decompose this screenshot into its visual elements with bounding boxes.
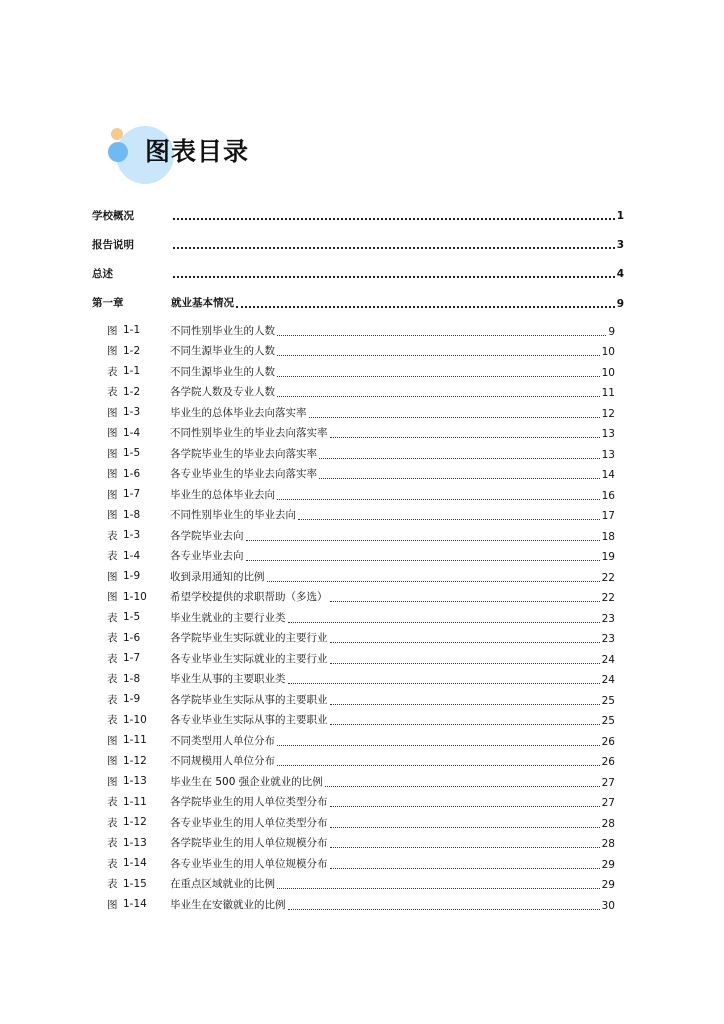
entry-number: 1-14 — [123, 898, 147, 911]
toc-main-body — [171, 239, 624, 251]
toc-main-label: 学校概况 — [92, 210, 134, 222]
dot-leader — [173, 246, 615, 249]
entry-kind: 表 — [107, 714, 118, 727]
dot-leader — [325, 785, 600, 787]
figure-table-entry-list — [92, 320, 624, 915]
dot-leader — [330, 867, 600, 869]
entry-title: 毕业生就业的主要行业类 — [170, 611, 286, 624]
entry-body — [170, 548, 615, 563]
entry-title: 不同规模用人单位分布 — [170, 755, 275, 768]
entry-kind: 表 — [107, 550, 118, 563]
entry-body — [170, 897, 615, 912]
entry-title: 各专业毕业生的用人单位类型分布 — [170, 816, 328, 829]
toc-list-entry[interactable] — [92, 484, 624, 505]
entry-title: 各学院人数及专业人数 — [170, 386, 275, 399]
entry-title: 在重点区域就业的比例 — [170, 878, 275, 891]
toc-list-entry[interactable] — [92, 628, 624, 649]
entry-number: 1-7 — [123, 488, 141, 501]
dot-leader — [330, 846, 600, 848]
entry-page-number: 28 — [601, 838, 615, 851]
toc-list-entry[interactable] — [92, 710, 624, 731]
entry-body — [170, 425, 615, 440]
entry-number: 1-5 — [123, 447, 141, 460]
entry-page-number: 29 — [601, 858, 615, 871]
toc-list-entry[interactable] — [92, 689, 624, 710]
toc-main-body — [171, 210, 624, 222]
toc-page-number: 3 — [616, 238, 624, 251]
toc-list-entry[interactable] — [92, 874, 624, 895]
entry-kind: 表 — [107, 611, 118, 624]
entry-number: 1-11 — [123, 795, 147, 808]
entry-title: 各专业毕业去向 — [170, 550, 244, 563]
main-entry-list — [92, 201, 624, 317]
entry-title: 毕业生的总体毕业去向 — [170, 488, 275, 501]
entry-body — [170, 774, 615, 789]
entry-page-number: 13 — [601, 448, 615, 461]
toc-list-entry[interactable] — [92, 361, 624, 382]
entry-number: 1-10 — [123, 590, 147, 603]
entry-page-number: 26 — [601, 756, 615, 769]
entry-number: 1-1 — [123, 365, 141, 378]
entry-title: 各学院毕业生的用人单位类型分布 — [170, 796, 328, 809]
entry-number: 1-10 — [123, 713, 147, 726]
entry-page-number: 27 — [601, 797, 615, 810]
entry-kind: 表 — [107, 632, 118, 645]
entry-kind: 图 — [107, 734, 118, 747]
entry-kind: 表 — [107, 878, 118, 891]
entry-body — [170, 876, 615, 891]
entry-number: 1-7 — [123, 652, 141, 665]
toc-main-entry[interactable] — [92, 201, 624, 230]
entry-body — [170, 364, 615, 379]
dot-leader — [173, 217, 615, 220]
toc-main-label: 总述 — [92, 268, 113, 280]
entry-number: 1-2 — [123, 344, 141, 357]
entry-body — [170, 753, 615, 768]
entry-title: 各学院毕业去向 — [170, 529, 244, 542]
dot-leader — [277, 395, 600, 397]
dot-leader — [236, 305, 615, 308]
toc-list-entry[interactable] — [92, 382, 624, 403]
dot-leader — [319, 477, 600, 479]
entry-page-number: 10 — [601, 346, 615, 359]
dot-leader — [277, 354, 600, 356]
entry-number: 1-11 — [123, 734, 147, 747]
entry-body — [170, 466, 615, 481]
dot-leader — [288, 621, 600, 623]
toc-list-entry[interactable] — [92, 402, 624, 423]
entry-kind: 图 — [107, 488, 118, 501]
entry-page-number: 9 — [608, 325, 615, 338]
toc-list-entry[interactable] — [92, 751, 624, 772]
dot-leader — [319, 457, 600, 459]
toc-list-entry[interactable] — [92, 566, 624, 587]
entry-number: 1-8 — [123, 672, 141, 685]
toc-list-entry[interactable] — [92, 423, 624, 444]
toc-main-entry[interactable] — [92, 259, 624, 288]
dot-leader — [277, 764, 600, 766]
entry-number: 1-5 — [123, 611, 141, 624]
entry-kind: 图 — [107, 345, 118, 358]
dot-leader — [277, 744, 600, 746]
entry-page-number: 16 — [601, 489, 615, 502]
entry-title: 各学院毕业生实际从事的主要职业 — [170, 693, 328, 706]
toc-main-entry[interactable] — [92, 288, 624, 317]
entry-body — [170, 835, 615, 850]
entry-kind: 图 — [107, 406, 118, 419]
entry-page-number: 29 — [601, 879, 615, 892]
toc-list-entry[interactable] — [92, 812, 624, 833]
toc-list-entry[interactable] — [92, 669, 624, 690]
entry-title: 不同性别毕业生的人数 — [170, 324, 275, 337]
entry-number: 1-13 — [123, 775, 147, 788]
entry-kind: 表 — [107, 652, 118, 665]
toc-list-entry[interactable] — [92, 505, 624, 526]
toc-list-entry[interactable] — [92, 771, 624, 792]
entry-kind: 图 — [107, 324, 118, 337]
entry-kind: 表 — [107, 673, 118, 686]
dot-leader — [288, 682, 600, 684]
entry-kind: 图 — [107, 427, 118, 440]
entry-body — [170, 343, 615, 358]
entry-page-number: 23 — [601, 633, 615, 646]
toc-main-entry[interactable] — [92, 230, 624, 259]
entry-kind: 表 — [107, 837, 118, 850]
toc-list-entry[interactable] — [92, 730, 624, 751]
entry-body — [170, 815, 615, 830]
entry-page-number: 28 — [601, 817, 615, 830]
entry-body — [170, 323, 615, 338]
entry-page-number: 11 — [601, 387, 615, 400]
dot-leader — [330, 436, 600, 438]
entry-kind: 表 — [107, 365, 118, 378]
dot-leader — [277, 334, 606, 336]
entry-title: 各专业毕业生的用人单位规模分布 — [170, 857, 328, 870]
entry-page-number: 25 — [601, 694, 615, 707]
entry-title: 不同类型用人单位分布 — [170, 734, 275, 747]
entry-body — [170, 589, 615, 604]
entry-page-number: 13 — [601, 428, 615, 441]
toc-list-entry[interactable] — [92, 833, 624, 854]
entry-kind: 表 — [107, 529, 118, 542]
page-title: 图表目录 — [145, 137, 250, 166]
toc-page-number: 4 — [616, 267, 624, 280]
entry-kind: 表 — [107, 796, 118, 809]
dot-leader — [330, 641, 600, 643]
toc-page-number: 1 — [616, 209, 624, 222]
entry-number: 1-9 — [123, 693, 141, 706]
toc-main-body — [171, 295, 624, 310]
toc-list-entry[interactable] — [92, 320, 624, 341]
entry-number: 1-8 — [123, 508, 141, 521]
entry-number: 1-6 — [123, 467, 141, 480]
toc-list-entry[interactable] — [92, 464, 624, 485]
entry-page-number: 19 — [601, 551, 615, 564]
entry-number: 1-4 — [123, 549, 141, 562]
entry-title: 各学院毕业生的用人单位规模分布 — [170, 837, 328, 850]
entry-title: 希望学校提供的求职帮助（多选） — [170, 591, 328, 604]
entry-title: 各专业毕业生实际从事的主要职业 — [170, 714, 328, 727]
entry-number: 1-15 — [123, 877, 147, 890]
entry-body — [170, 405, 615, 420]
dot-leader — [330, 600, 600, 602]
entry-title: 不同生源毕业生的人数 — [170, 345, 275, 358]
toc-list-entry[interactable] — [92, 525, 624, 546]
entry-title: 不同性别毕业生的毕业去向落实率 — [170, 427, 328, 440]
entry-title: 各专业毕业生实际就业的主要行业 — [170, 652, 328, 665]
toc-list-entry[interactable] — [92, 853, 624, 874]
entry-page-number: 26 — [601, 735, 615, 748]
toc-list-entry[interactable] — [92, 792, 624, 813]
entry-title: 不同性别毕业生的毕业去向 — [170, 509, 296, 522]
toc-list-entry[interactable] — [92, 443, 624, 464]
toc-main-label: 报告说明 — [92, 239, 134, 251]
entry-kind: 图 — [107, 509, 118, 522]
entry-page-number: 25 — [601, 715, 615, 728]
entry-page-number: 30 — [601, 899, 615, 912]
toc-list-entry[interactable] — [92, 607, 624, 628]
dot-leader — [330, 826, 600, 828]
entry-kind: 图 — [107, 755, 118, 768]
entry-number: 1-12 — [123, 754, 147, 767]
toc-list-entry[interactable] — [92, 648, 624, 669]
entry-body — [170, 528, 615, 543]
entry-page-number: 12 — [601, 407, 615, 420]
toc-main-label: 第一章 — [92, 297, 124, 309]
dot-leader — [309, 416, 600, 418]
entry-title: 毕业生的总体毕业去向落实率 — [170, 406, 307, 419]
entry-kind: 图 — [107, 775, 118, 788]
entry-kind: 表 — [107, 693, 118, 706]
dot-leader — [267, 580, 600, 582]
entry-number: 1-12 — [123, 816, 147, 829]
entry-body — [170, 507, 615, 522]
entry-page-number: 22 — [601, 571, 615, 584]
dot-leader — [330, 805, 600, 807]
entry-page-number: 18 — [601, 530, 615, 543]
entry-kind: 表 — [107, 857, 118, 870]
entry-page-number: 22 — [601, 592, 615, 605]
entry-kind: 图 — [107, 898, 118, 911]
dot-leader — [246, 559, 600, 561]
dot-leader — [277, 375, 600, 377]
dot-leader — [330, 703, 600, 705]
dot-leader — [330, 723, 600, 725]
dot-leader — [277, 887, 600, 889]
decorative-circle-orange — [111, 128, 123, 140]
entry-number: 1-9 — [123, 570, 141, 583]
toc-page-number: 9 — [616, 298, 624, 310]
entry-number: 1-6 — [123, 631, 141, 644]
entry-number: 1-2 — [123, 385, 141, 398]
entry-number: 1-3 — [123, 406, 141, 419]
entry-body — [170, 794, 615, 809]
entry-body — [170, 630, 615, 645]
entry-body — [170, 384, 615, 399]
entry-number: 1-13 — [123, 836, 147, 849]
toc-list-entry[interactable] — [92, 341, 624, 362]
entry-kind: 图 — [107, 591, 118, 604]
toc-main-body — [171, 268, 624, 280]
entry-body — [170, 692, 615, 707]
entry-title: 各学院毕业生实际就业的主要行业 — [170, 632, 328, 645]
entry-kind: 图 — [107, 570, 118, 583]
entry-number: 1-3 — [123, 529, 141, 542]
entry-body — [170, 733, 615, 748]
entry-body — [170, 651, 615, 666]
entry-title: 毕业生从事的主要职业类 — [170, 673, 286, 686]
entry-page-number: 23 — [601, 612, 615, 625]
entry-title: 不同生源毕业生的人数 — [170, 365, 275, 378]
entry-title: 各专业毕业生的毕业去向落实率 — [170, 468, 317, 481]
entry-page-number: 17 — [601, 510, 615, 523]
dot-leader — [173, 275, 615, 278]
entry-title: 毕业生在安徽就业的比例 — [170, 898, 286, 911]
dot-leader — [298, 518, 600, 520]
entry-title: 各学院毕业生的毕业去向落实率 — [170, 447, 317, 460]
entry-kind: 表 — [107, 816, 118, 829]
entry-number: 1-14 — [123, 857, 147, 870]
entry-page-number: 27 — [601, 776, 615, 789]
entry-body — [170, 856, 615, 871]
entry-number: 1-1 — [123, 324, 141, 337]
entry-body — [170, 569, 615, 584]
entry-page-number: 14 — [601, 469, 615, 482]
dot-leader — [277, 498, 600, 500]
entry-page-number: 10 — [601, 366, 615, 379]
toc-list-entry[interactable] — [92, 894, 624, 915]
dot-leader — [330, 662, 600, 664]
table-of-contents — [92, 201, 624, 915]
entry-page-number: 24 — [601, 653, 615, 666]
entry-kind: 图 — [107, 468, 118, 481]
entry-body — [170, 446, 615, 461]
entry-body — [170, 712, 615, 727]
entry-title: 收到录用通知的比例 — [170, 570, 265, 583]
entry-kind: 图 — [107, 447, 118, 460]
entry-page-number: 24 — [601, 674, 615, 687]
toc-list-entry[interactable] — [92, 546, 624, 567]
dot-leader — [288, 908, 600, 910]
toc-list-entry[interactable] — [92, 587, 624, 608]
toc-main-title: 就业基本情况 — [171, 297, 234, 309]
entry-title: 毕业生在 500 强企业就业的比例 — [170, 775, 323, 788]
entry-number: 1-4 — [123, 426, 141, 439]
dot-leader — [246, 539, 600, 541]
entry-body — [170, 610, 615, 625]
title-block — [108, 120, 328, 190]
entry-kind: 表 — [107, 386, 118, 399]
entry-body — [170, 487, 615, 502]
decorative-circle-blue — [108, 142, 128, 162]
entry-body — [170, 671, 615, 686]
